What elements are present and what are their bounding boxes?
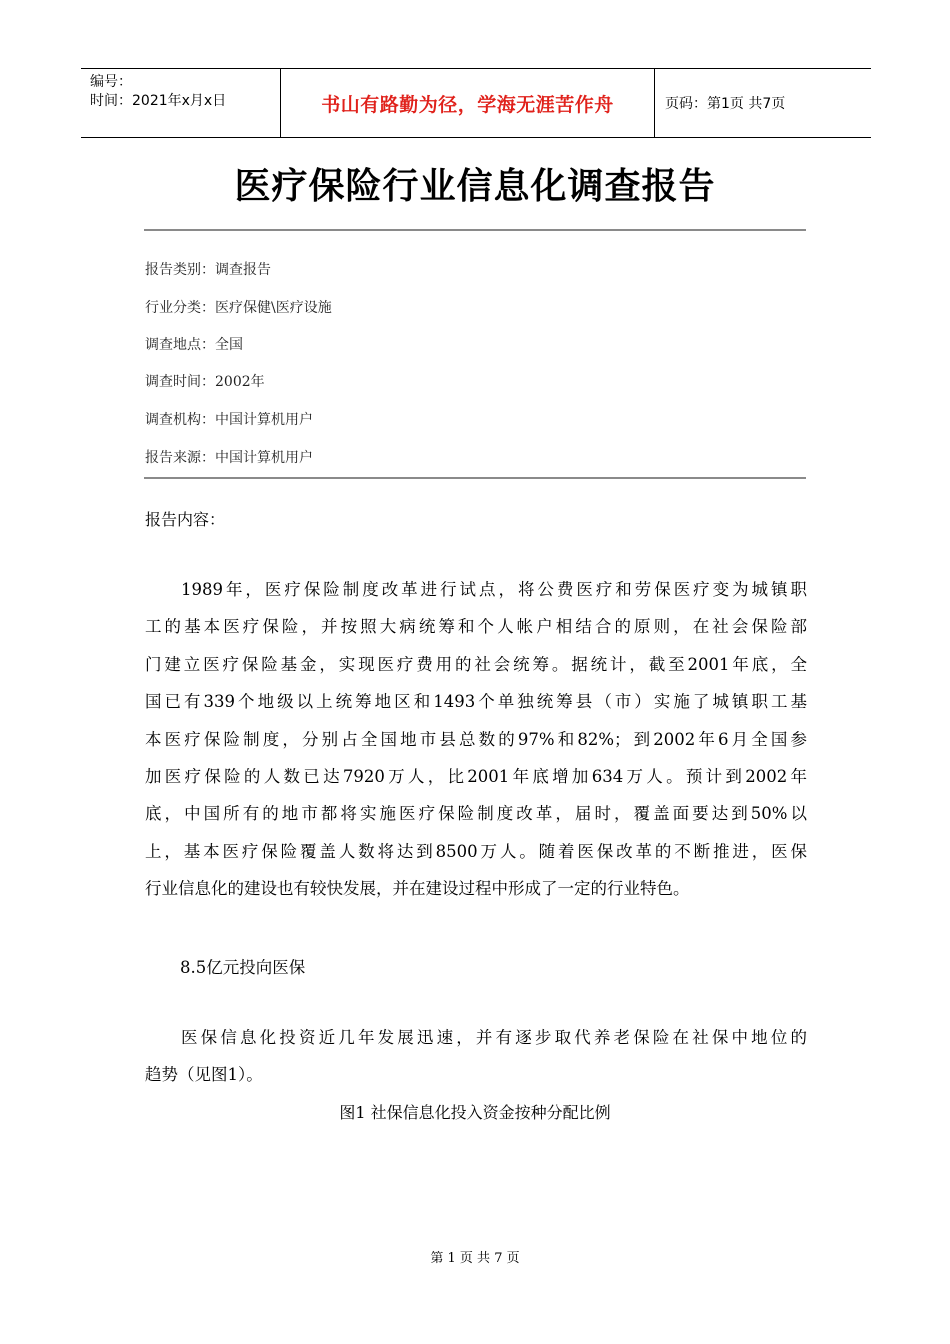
document-number-label: 编号： [90,74,132,90]
paragraph-1 [145,571,807,908]
paragraph-2 [145,1019,807,1094]
page-footer: 第 1 页 共 7 页 [430,1251,520,1266]
header-page-code: 页码：第1页 共7页 [665,96,786,112]
paragraph-1-line: 行业信息化的建设也有较快发展，并在建设过程中形成了一定的行业特色。 [145,879,690,899]
paragraph-1-line: 底，中国所有的地市都将实施医疗保险制度改革，届时，覆盖面要达到50%以 [145,804,807,824]
paragraph-1-line: 门建立医疗保险基金，实现医疗费用的社会统筹。据统计，截至2001年底，全 [145,654,807,674]
document-title: 医疗保险行业信息化调查报告 [234,166,716,207]
content-label: 报告内容： [145,510,226,529]
paragraph-1-line: 1989年，医疗保险制度改革进行试点，将公费医疗和劳保医疗变为城镇职 [181,580,807,599]
header-motto: 书山有路勤为径，学海无涯苦作舟 [281,69,655,137]
paragraph-2-line: 趋势（见图1）。 [145,1065,263,1085]
document-time-label: 时间：2021年x月x日 [90,93,227,109]
meta-report-category: 报告类别：调查报告 [145,262,271,278]
paragraph-1-line: 本医疗保险制度，分别占全国地市县总数的97%和82%；到2002年6月全国参 [145,729,807,749]
paragraph-1-line: 加医疗保险的人数已达7920万人，比2001年底增加634万人。预计到2002年 [145,767,807,787]
meta-location: 调查地点：全国 [145,337,243,353]
page-header [81,68,871,138]
meta-source: 报告来源：中国计算机用户 [145,450,313,466]
paragraph-1-line: 工的基本医疗保险，并按照大病统筹和个人帐户相结合的原则，在社会保险部 [145,617,807,637]
bottom-divider [144,477,806,479]
meta-organization: 调查机构：中国计算机用户 [145,412,313,428]
paragraph-1-line: 国已有339个地级以上统筹地区和1493个单独统筹县（市）实施了城镇职工基 [145,692,807,712]
paragraph-1-line: 上，基本医疗保险覆盖人数将达到8500万人。随着医保改革的不断推进，医保 [145,841,807,861]
top-divider [144,229,806,231]
figure-caption: 图1 社保信息化投入资金按种分配比例 [339,1103,611,1122]
meta-industry: 行业分类：医疗保健\医疗设施 [145,300,332,316]
meta-date: 调查时间：2002年 [145,374,265,390]
section-subheading: 8.5亿元投向医保 [180,958,306,977]
header-left-cell [81,69,281,137]
paragraph-2-line: 医保信息化投资近几年发展迅速，并有逐步取代养老保险在社保中地位的 [181,1028,807,1047]
